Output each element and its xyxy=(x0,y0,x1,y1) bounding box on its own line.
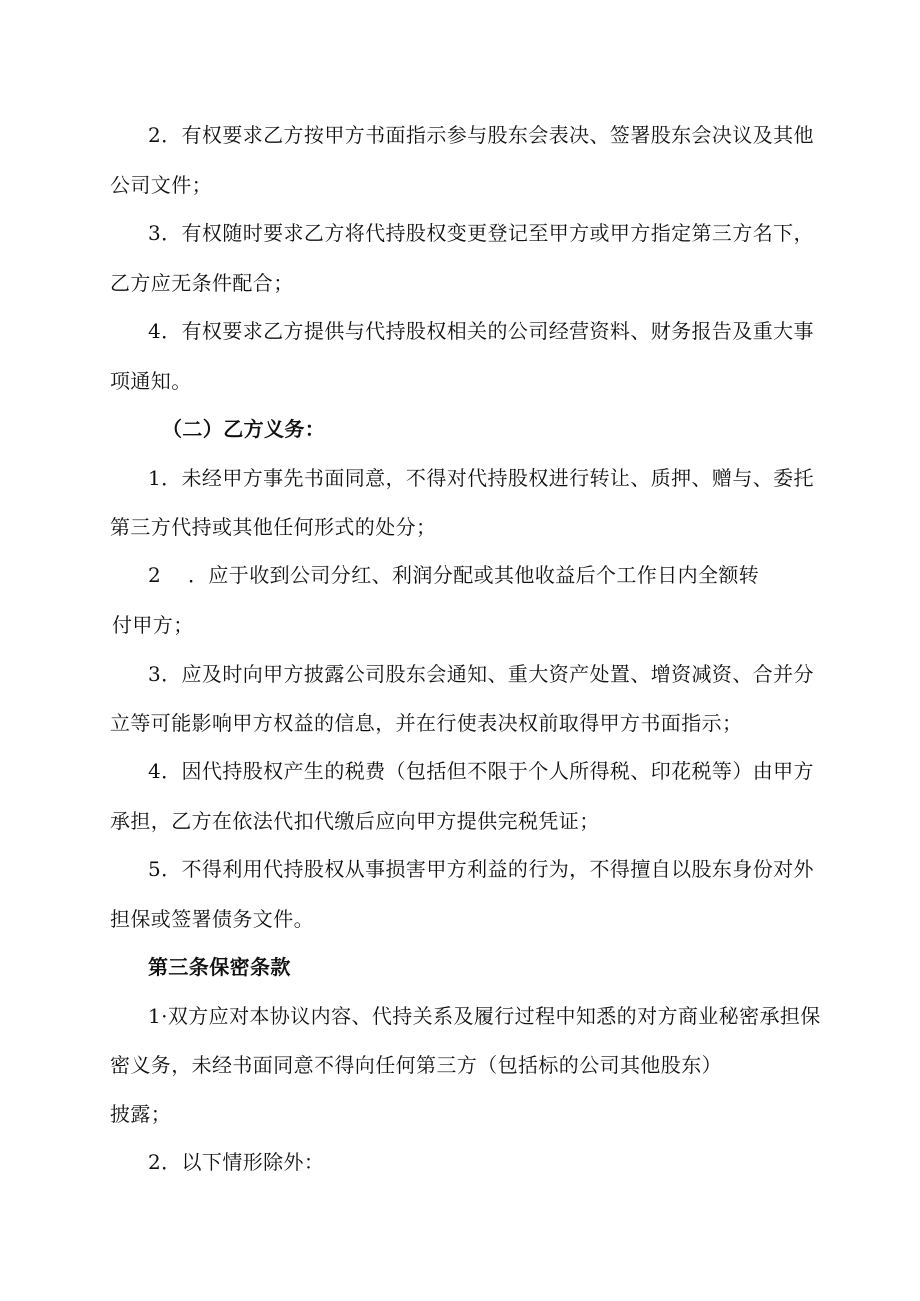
section-heading-party-b-obligations: （二）乙方义务： xyxy=(162,417,326,441)
obligation-4-line-2: 承担，乙方在依法代扣代缴后应向甲方提供完税凭证； xyxy=(110,809,600,833)
clause-3-line-2: 乙方应无条件配合； xyxy=(110,271,294,295)
confidentiality-1-line-2: 密义务，未经书面同意不得向任何第三方（包括标的公司其他股东） xyxy=(110,1053,722,1077)
confidentiality-1-line-1: 1·双方应对本协议内容、代持关系及履行过程中知悉的对方商业秘密承担保 xyxy=(148,1004,821,1028)
clause-4-line-1: 4．有权要求乙方提供与代持股权相关的公司经营资料、财务报告及重大事 xyxy=(148,319,814,343)
obligation-5-line-2: 担保或签署债务文件。 xyxy=(110,907,314,931)
obligation-1-line-2: 第三方代持或其他任何形式的处分； xyxy=(110,515,437,539)
obligation-5-line-1: 5．不得利用代持股权从事损害甲方利益的行为，不得擅自以股东身份对外 xyxy=(148,857,814,881)
obligation-2-line-2: 付甲方； xyxy=(112,613,194,637)
clause-4-line-2: 项通知。 xyxy=(110,369,192,393)
clause-2-line-2: 公司文件； xyxy=(110,173,212,197)
obligation-4-line-1: 4．因代持股权产生的税费（包括但不限于个人所得税、印花税等）由甲方 xyxy=(148,759,814,783)
clause-3-line-1: 3．有权随时要求乙方将代持股权变更登记至甲方或甲方指定第三方名下， xyxy=(148,221,814,245)
clause-2-line-1: 2．有权要求乙方按甲方书面指示参与股东会表决、签署股东会决议及其他 xyxy=(148,123,814,147)
confidentiality-1-line-3: 披露； xyxy=(110,1102,172,1126)
obligation-3-line-2: 立等可能影响甲方权益的信息，并在行使表决权前取得甲方书面指示； xyxy=(110,711,743,735)
confidentiality-2-line-1: 2．以下情形除外： xyxy=(148,1150,325,1174)
article-3-heading: 第三条保密条款 xyxy=(148,955,291,979)
obligation-1-line-1: 1．未经甲方事先书面同意，不得对代持股权进行转让、质押、赠与、委托 xyxy=(148,466,814,490)
obligation-2-number: 2 xyxy=(148,563,162,587)
obligation-3-line-1: 3．应及时向甲方披露公司股东会通知、重大资产处置、增资减资、合并分 xyxy=(148,662,814,686)
obligation-2-line-1: ．应于收到公司分红、利润分配或其他收益后个工作日内全额转 xyxy=(188,563,760,587)
